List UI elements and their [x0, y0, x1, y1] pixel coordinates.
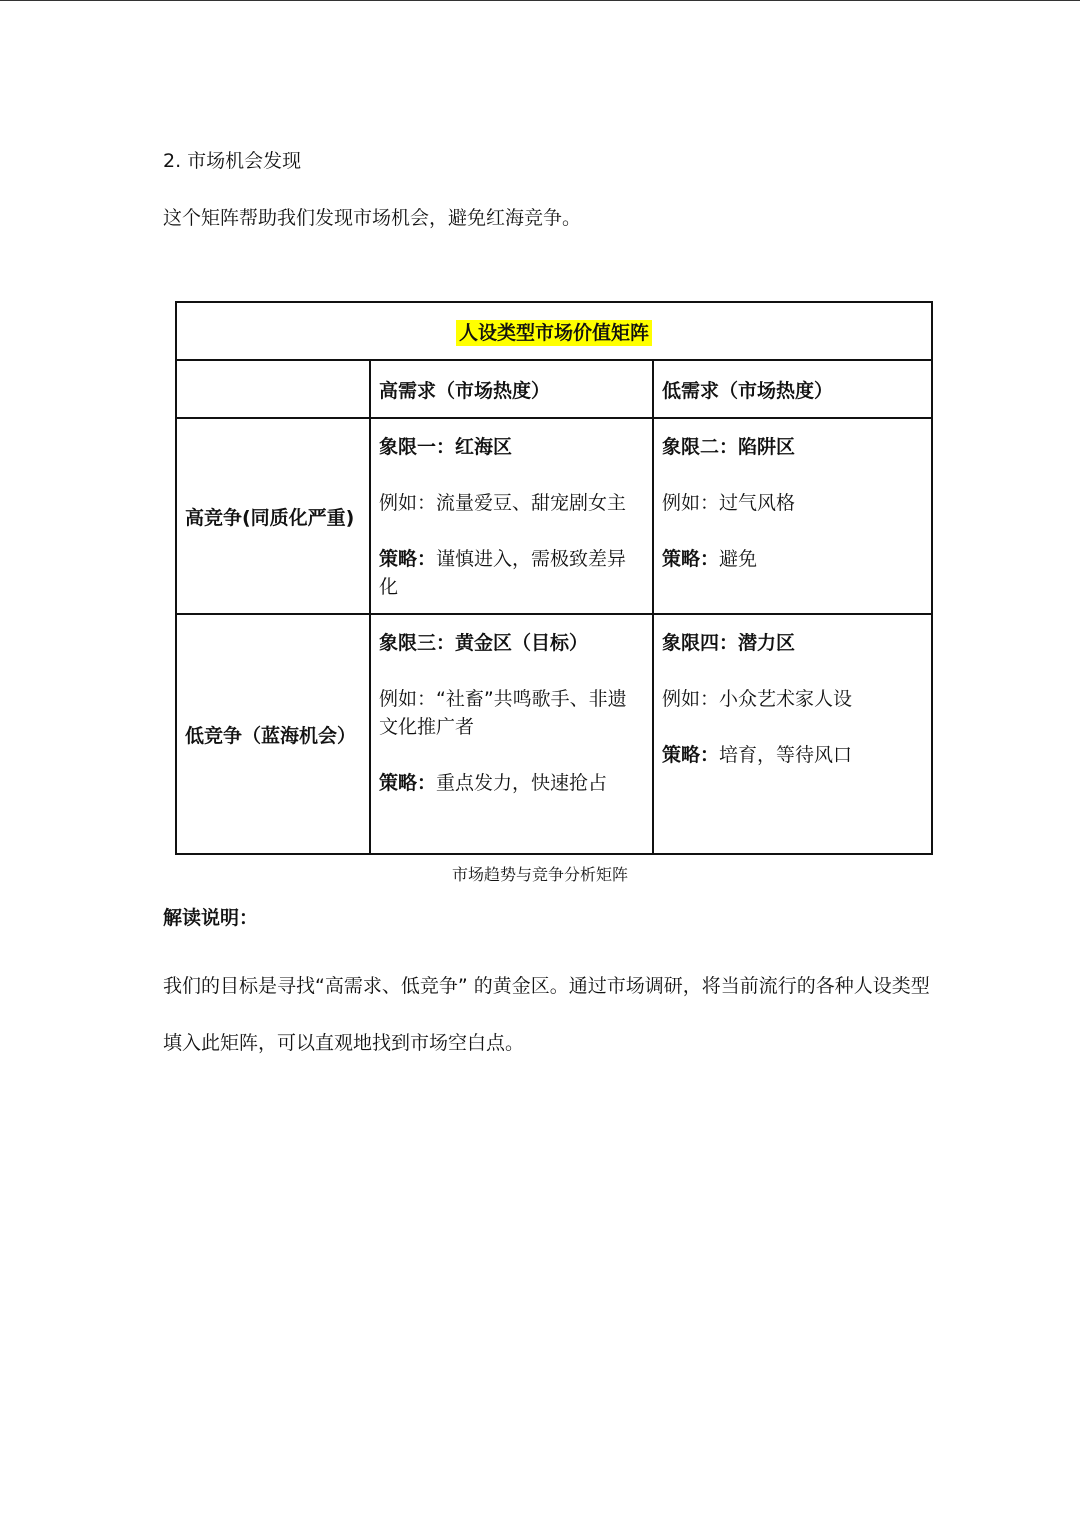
- quadrant-strategy: [662, 545, 923, 573]
- strategy-label: 策略：: [662, 548, 720, 570]
- quadrant-title: 象限一：红海区: [379, 436, 513, 458]
- quadrant-strategy: [379, 545, 644, 601]
- row-header-high-competition: 高竞争(同质化严重): [176, 418, 370, 614]
- quadrant-title: 象限二：陷阱区: [662, 436, 796, 458]
- quadrant-example: 例如：小众艺术家人设: [662, 688, 853, 710]
- strategy-label: 策略：: [662, 744, 720, 766]
- quadrant-example: 例如：流量爱豆、甜宠剧女主: [379, 492, 627, 514]
- strategy-text: 培育，等待风口: [719, 744, 853, 766]
- quadrant-3-cell: [370, 614, 653, 854]
- col-header-high-demand: 高需求（市场热度）: [370, 360, 653, 418]
- strategy-label: 策略：: [379, 548, 437, 570]
- col-header-low-demand: 低需求（市场热度）: [653, 360, 932, 418]
- quadrant-1-cell: [370, 418, 653, 614]
- section-heading: 2. 市场机会发现: [163, 150, 302, 172]
- strategy-text: 谨慎进入，需极致差异化: [379, 548, 627, 598]
- intro-paragraph: 这个矩阵帮助我们发现市场机会，避免红海竞争。: [163, 207, 582, 229]
- market-value-matrix: [175, 301, 933, 855]
- quadrant-example: 例如：“社畜”共鸣歌手、非遗文化推广者: [379, 688, 627, 738]
- quadrant-4-cell: [653, 614, 932, 854]
- quadrant-strategy: [379, 769, 644, 797]
- strategy-text: 避免: [719, 548, 758, 570]
- quadrant-example: 例如：过气风格: [662, 492, 796, 514]
- matrix-title-cell: [176, 302, 932, 360]
- strategy-text: 重点发力，快速抢占: [436, 772, 608, 794]
- quadrant-title: 象限三：黄金区（目标）: [379, 632, 589, 654]
- row-header-low-competition: 低竞争（蓝海机会）: [176, 614, 370, 854]
- quadrant-strategy: [662, 741, 923, 769]
- table-caption: 市场趋势与竞争分析矩阵: [451, 865, 628, 884]
- corner-cell: [176, 360, 370, 418]
- quadrant-title: 象限四：潜力区: [662, 632, 796, 654]
- top-rule: [0, 0, 1080, 1]
- explanation-title: 解读说明：: [163, 907, 259, 929]
- matrix-title: 人设类型市场价值矩阵: [456, 320, 652, 346]
- strategy-label: 策略：: [379, 772, 437, 794]
- quadrant-2-cell: [653, 418, 932, 614]
- explanation-body: 我们的目标是寻找“高需求、低竞争” 的黄金区。通过市场调研，将当前流行的各种人设类型填入此矩阵，可以直观地找到市场空白点。: [163, 975, 930, 1054]
